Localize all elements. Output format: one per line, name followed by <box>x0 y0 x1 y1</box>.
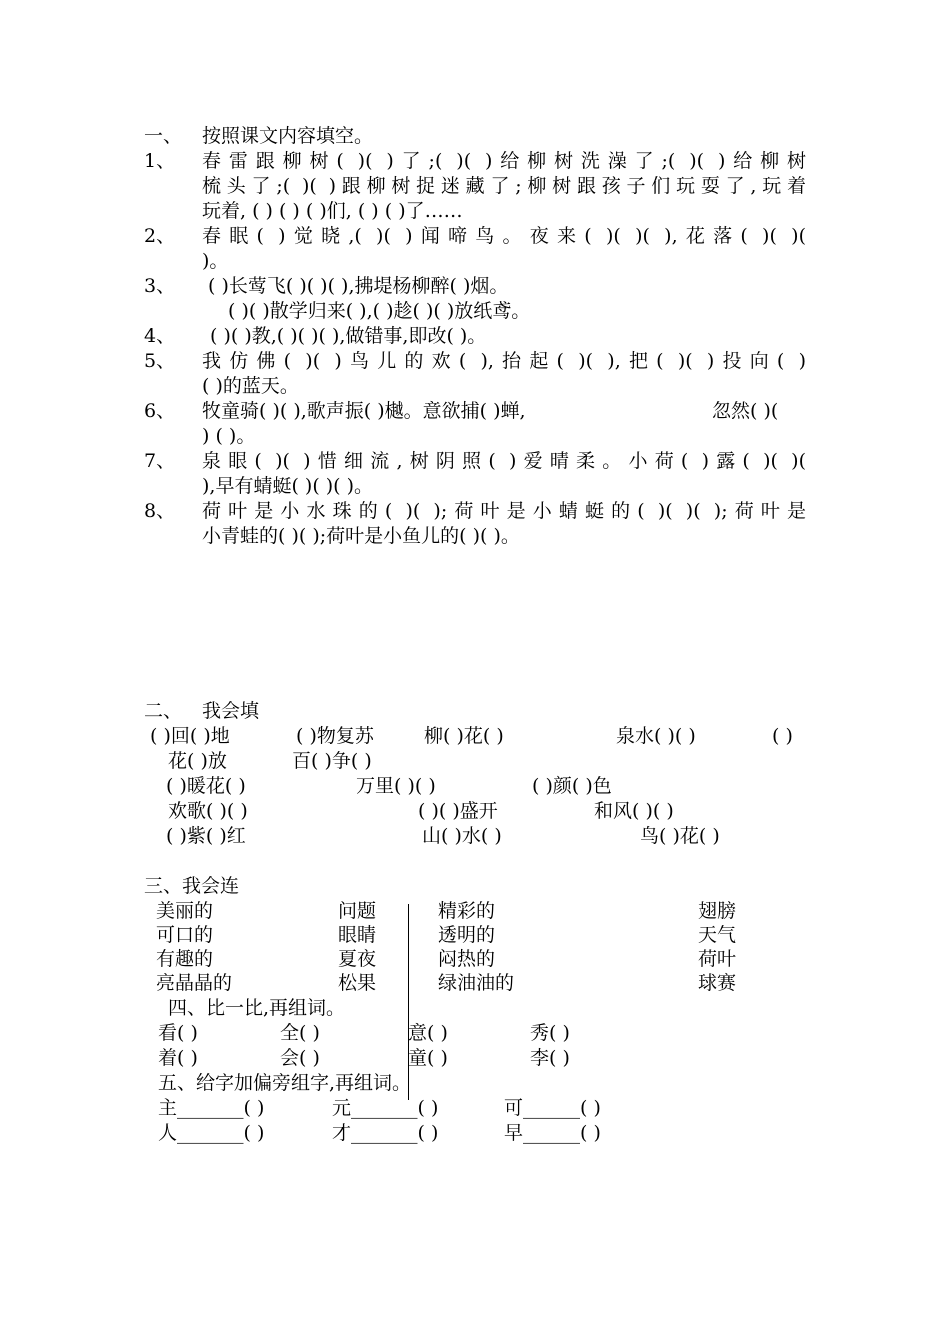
section-2-title: 我会填 <box>202 700 260 722</box>
item-2-line-1: 春眠( )觉晓,( )( )闻啼鸟。夜来( )( )( ),花落( )( )( <box>202 225 806 247</box>
fill-phrase: ( )暖花( ) <box>166 775 246 797</box>
match-word: 亮晶晶的 <box>156 972 233 994</box>
match-word: 荷叶 <box>698 948 737 970</box>
section-4-title: 四、比一比,再组词。 <box>168 997 346 1019</box>
item-1-line-1: 春雷跟柳树( )( )了;( )( )给柳树洗澡了;( )( )给柳树 <box>202 150 806 172</box>
item-6-line-2: ) ( )。 <box>202 425 256 447</box>
item-7-line-1: 泉眼( )( )惜细流,树阴照( )爱晴柔。小荷( )露( )( )( <box>202 450 806 472</box>
fill-phrase: ( )紫( )红 <box>166 825 246 847</box>
fill-phrase: 和风( )( ) <box>594 800 674 822</box>
item-4-line-1: ( )( )教,( )( )( ),做错事,即改( )。 <box>210 325 487 347</box>
match-word: 眼睛 <box>338 924 377 946</box>
fill-phrase: ( )( )盛开 <box>418 800 498 822</box>
fill-phrase: 万里( )( ) <box>356 775 436 797</box>
radical-exercise: 早______( ) <box>504 1122 601 1144</box>
item-6-line-1b: 忽然( )( <box>712 400 779 422</box>
match-word: 天气 <box>698 924 737 946</box>
item-5-line-1: 我仿佛( )( )鸟儿的欢( ),抬起( )( ),把( )( )投向( ) <box>202 350 806 372</box>
fill-phrase: 花( )放 <box>168 750 227 772</box>
match-word: 球赛 <box>698 972 737 994</box>
match-word: 可口的 <box>156 924 214 946</box>
radical-exercise: 可______( ) <box>504 1097 601 1119</box>
item-2-number: 2、 <box>144 225 176 247</box>
section-1-number: 一、 <box>144 125 183 147</box>
match-word: 松果 <box>338 972 377 994</box>
fill-phrase: 百( )争( ) <box>292 750 372 772</box>
fill-phrase: 欢歌( )( ) <box>168 800 248 822</box>
section-1-title: 按照课文内容填空。 <box>202 125 374 147</box>
radical-exercise: 元_______( ) <box>332 1097 439 1119</box>
match-word: 闷热的 <box>438 948 496 970</box>
item-6-number: 6、 <box>144 400 176 422</box>
radical-exercise: 人_______( ) <box>158 1122 265 1144</box>
fill-phrase: ( )颜( )色 <box>532 775 612 797</box>
match-word: 问题 <box>338 900 377 922</box>
compare-word: 童( ) <box>408 1047 448 1069</box>
item-3-number: 3、 <box>144 275 176 297</box>
radical-exercise: 才_______( ) <box>332 1122 439 1144</box>
match-word: 翅膀 <box>698 900 737 922</box>
fill-phrase: 泉水( )( ) <box>616 725 696 747</box>
item-6-line-1a: 牧童骑( )( ),歌声振( )樾。意欲捕( )蝉, <box>202 400 526 422</box>
match-word: 精彩的 <box>438 900 496 922</box>
item-8-line-1: 荷叶是小水珠的( )( );荷叶是小蜻蜓的( )( )( );荷叶是 <box>202 500 806 522</box>
item-3-line-1: ( )长莺飞( )( )( ),拂堤杨柳醉( )烟。 <box>208 275 509 297</box>
item-5-number: 5、 <box>144 350 176 372</box>
compare-word: 看( ) <box>158 1022 198 1044</box>
fill-phrase: ( )回( )地 <box>150 725 230 747</box>
match-word: 绿油油的 <box>438 972 515 994</box>
item-2-line-2: )。 <box>202 250 229 272</box>
compare-word: 会( ) <box>280 1047 320 1069</box>
fill-phrase: 鸟( )花( ) <box>640 825 720 847</box>
radical-exercise: 主_______( ) <box>158 1097 265 1119</box>
compare-word: 着( ) <box>158 1047 198 1069</box>
match-word: 有趣的 <box>156 948 214 970</box>
item-1-line-2: 梳头了;( )( )跟柳树捉迷藏了;柳树跟孩子们玩耍了,玩着 <box>202 175 806 197</box>
compare-word: 秀( ) <box>530 1022 570 1044</box>
section-5-title: 五、给字加偏旁组字,再组词。 <box>158 1072 412 1094</box>
fill-phrase: 柳( )花( ) <box>424 725 504 747</box>
section-3-title: 三、我会连 <box>144 875 240 897</box>
match-word: 美丽的 <box>156 900 214 922</box>
item-1-line-3: 玩着, ( ) ( ) ( )们, ( ) ( )了…… <box>202 200 463 222</box>
item-8-line-2: 小青蛙的( )( );荷叶是小鱼儿的( )( )。 <box>202 525 520 547</box>
section-2-number: 二、 <box>144 700 183 722</box>
item-7-line-2: ),早有蜻蜓( )( )( )。 <box>202 475 374 497</box>
match-word: 透明的 <box>438 924 496 946</box>
fill-phrase: 山( )水( ) <box>422 825 502 847</box>
match-word: 夏夜 <box>338 948 377 970</box>
item-1-number: 1、 <box>144 150 176 172</box>
fill-phrase: ( ) <box>772 725 793 747</box>
compare-word: 李( ) <box>530 1047 570 1069</box>
item-3-line-2: ( )( )散学归来( ),( )趁( )( )放纸鸢。 <box>228 300 531 322</box>
item-4-number: 4、 <box>144 325 176 347</box>
item-7-number: 7、 <box>144 450 176 472</box>
item-8-number: 8、 <box>144 500 176 522</box>
compare-word: 意( ) <box>408 1022 448 1044</box>
item-5-line-2: ( )的蓝天。 <box>202 375 299 397</box>
fill-phrase: ( )物复苏 <box>296 725 374 747</box>
compare-word: 全( ) <box>280 1022 320 1044</box>
